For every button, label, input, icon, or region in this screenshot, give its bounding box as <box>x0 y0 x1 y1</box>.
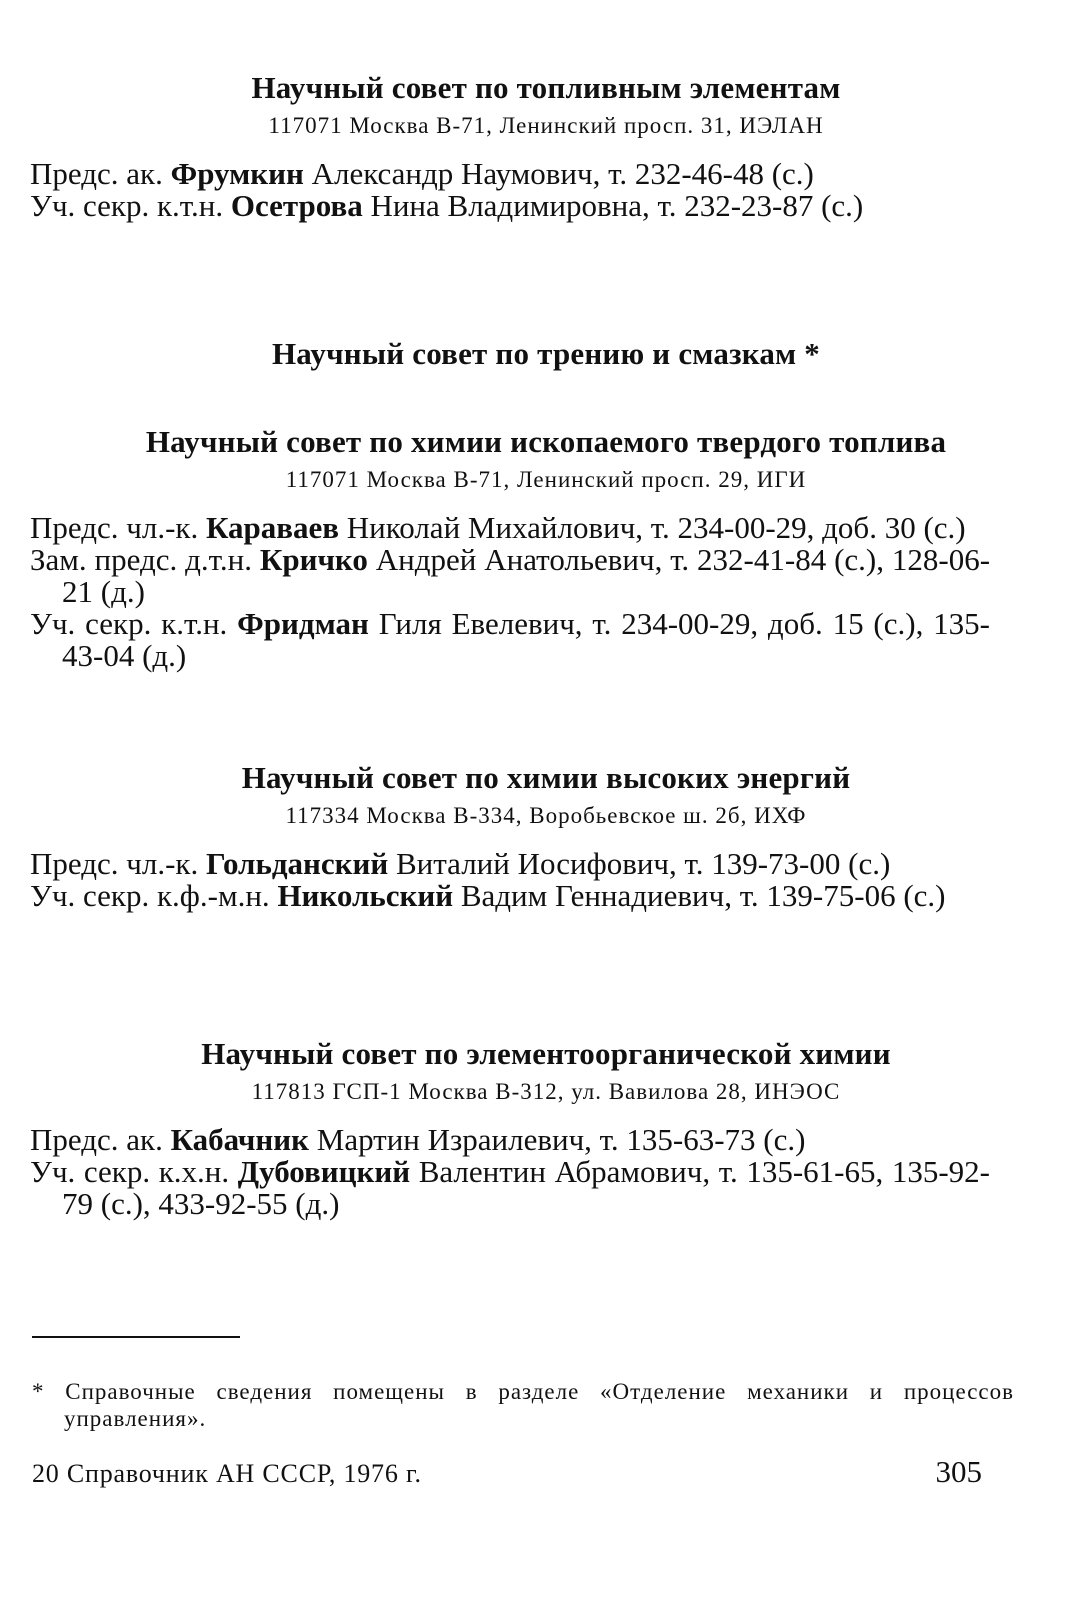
member-details: Виталий Иосифович, т. 139-73-00 (с.) <box>395 846 891 881</box>
member-details: Валентин Абрамович, т. 135-61-65, 135-92-79 (с.), 433-92-55 (д.) <box>62 1154 990 1221</box>
member-surname: Кричко <box>259 542 368 577</box>
member-details: Николай Михайлович, т. 234-00-29, доб. 30 (с.) <box>346 510 966 545</box>
member-entry <box>30 848 990 880</box>
member-surname: Кабачник <box>170 1122 309 1157</box>
council-members <box>0 158 990 222</box>
member-details: Нина Владимировна, т. 232-23-87 (с.) <box>370 188 864 223</box>
member-details: Гиля Евелевич, т. 234-00-29, доб. 15 (с.), 135-43-04 (д.) <box>62 606 990 673</box>
member-details: Вадим Геннадиевич, т. 139-75-06 (с.) <box>460 878 946 913</box>
footnote: * Справочные сведения помещены в разделе «Отделение механики и процессов управления». <box>32 1379 1014 1431</box>
member-position: Уч. секр. к.х.н. <box>30 1154 230 1189</box>
member-entry <box>30 1156 990 1220</box>
council-title: Научный совет по трению и смазкам * <box>271 336 821 371</box>
council-section <box>0 760 1092 912</box>
member-position: Уч. секр. к.т.н. <box>30 606 228 641</box>
member-details: Андрей Анатольевич, т. 232-41-84 (с.), 128-06-21 (д.) <box>62 542 991 609</box>
council-members <box>0 848 990 912</box>
council-members <box>0 512 990 672</box>
footnote-divider <box>32 1336 240 1338</box>
council-address: 117334 Москва В-334, Воробьевское ш. 2б, ИХФ <box>285 803 807 828</box>
council-address: 117071 Москва В-71, Ленинский просп. 31, ИЭЛАН <box>268 113 824 138</box>
council-members <box>0 1124 990 1220</box>
page-footer <box>32 1454 982 1490</box>
council-section <box>0 424 1092 672</box>
member-entry <box>30 512 990 544</box>
member-surname: Караваев <box>205 510 340 545</box>
member-entry <box>30 544 990 608</box>
council-section <box>0 336 1092 372</box>
member-position: Уч. секр. к.ф.-м.н. <box>30 878 270 913</box>
council-title: Научный совет по топливным элементам <box>251 70 841 105</box>
member-entry <box>30 1124 990 1156</box>
page-number: 305 <box>935 1454 982 1489</box>
member-position: Уч. секр. к.т.н. <box>30 188 224 223</box>
member-surname: Дубовицкий <box>237 1154 411 1189</box>
council-section <box>0 1036 1092 1220</box>
member-position: Предс. чл.-к. <box>30 846 199 881</box>
member-entry <box>30 880 990 912</box>
council-address: 117071 Москва В-71, Ленинский просп. 29, ИГИ <box>285 467 807 492</box>
member-entry <box>30 608 990 672</box>
member-surname: Фридман <box>237 606 369 641</box>
council-title: Научный совет по химии высоких энергий <box>241 760 851 795</box>
footer-source: 20 Справочник АН СССР, 1976 г. <box>32 1459 422 1488</box>
council-title: Научный совет по химии ископаемого твердого топлива <box>145 424 947 459</box>
member-surname: Никольский <box>277 878 454 913</box>
member-position: Предс. чл.-к. <box>30 510 199 545</box>
council-section <box>0 70 1092 222</box>
member-entry <box>30 190 990 222</box>
member-details: Мартин Израилевич, т. 135-63-73 (с.) <box>316 1122 806 1157</box>
council-title: Научный совет по элементоорганической химии <box>201 1036 891 1071</box>
member-entry <box>30 158 990 190</box>
member-surname: Фрумкин <box>170 156 304 191</box>
member-position: Предс. ак. <box>30 156 163 191</box>
member-position: Предс. ак. <box>30 1122 163 1157</box>
council-address: 117813 ГСП-1 Москва В-312, ул. Вавилова 28, ИНЭОС <box>251 1079 841 1104</box>
member-surname: Осетрова <box>230 188 363 223</box>
member-position: Зам. предс. д.т.н. <box>30 542 252 577</box>
member-details: Александр Наумович, т. 232-46-48 (с.) <box>311 156 814 191</box>
member-surname: Гольданский <box>205 846 389 881</box>
